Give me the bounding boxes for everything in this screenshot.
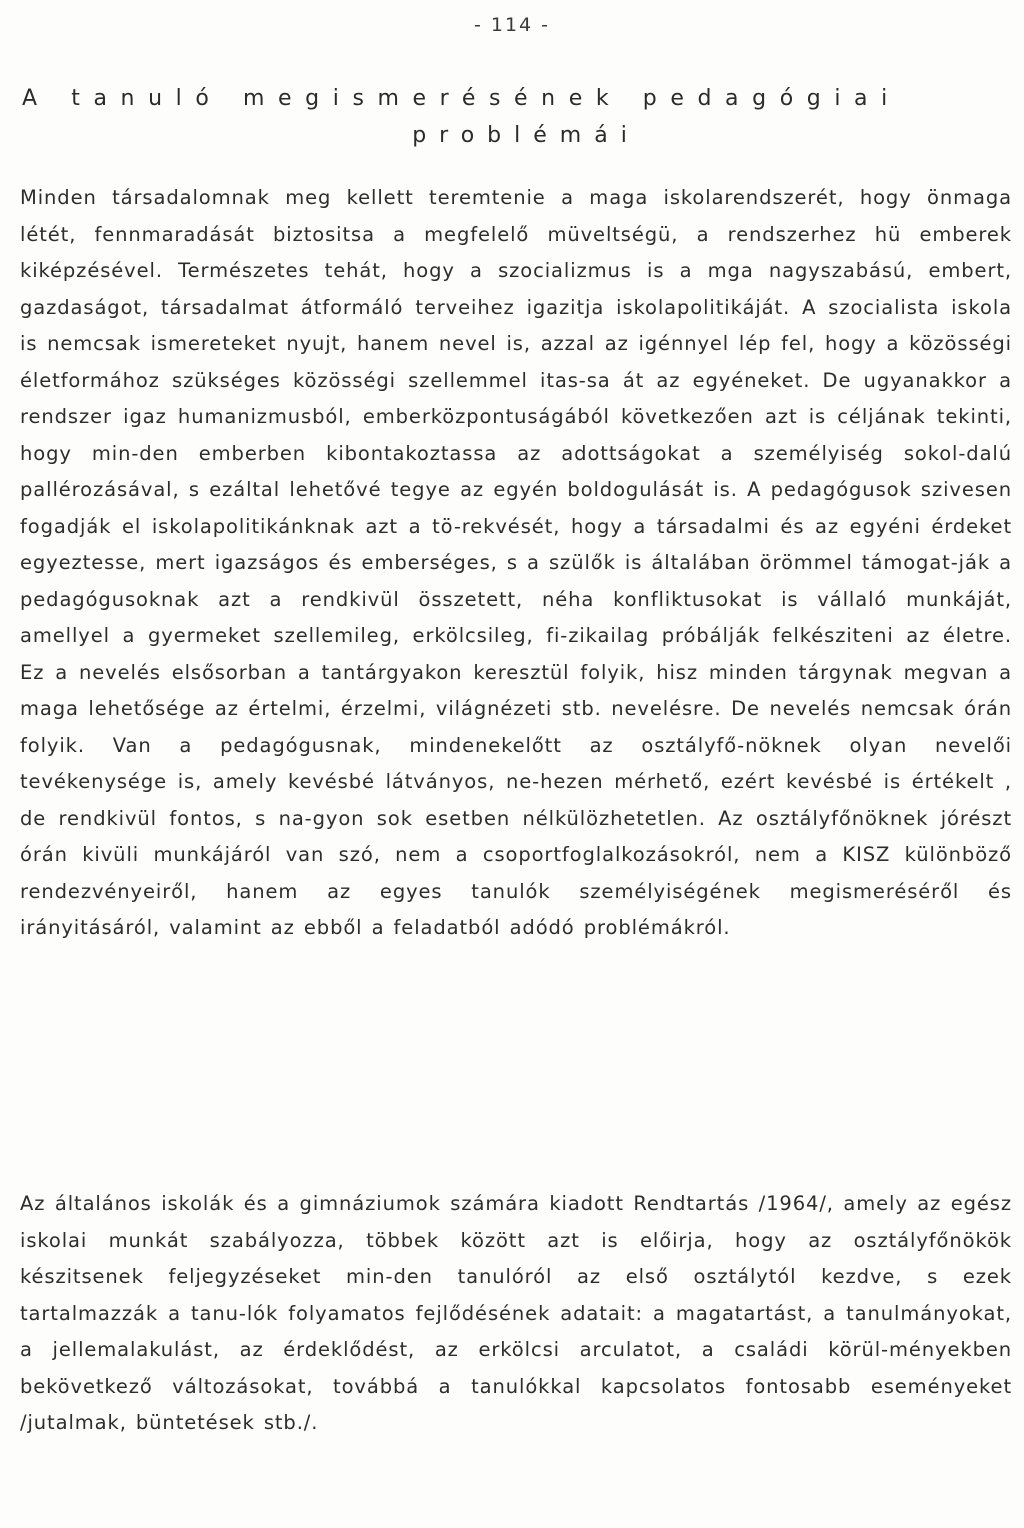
chapter-title-line-2: problémái: [412, 123, 640, 148]
body-paragraph-1: Minden társadalomnak meg kellett teremtenie a maga iskolarendszerét, hogy önmaga létét, fennmaradását biztositsa a megfelelő müveltségü, a rendszerhez hü emberek kiképzésével. Természetes tehát, hogy a szocializmus is a mga nagyszabású, embert, gazdaságot, társadalmat átformáló terveihez igazitja iskolapolitikáját. A szocialista iskola is nemcsak ismereteket nyujt, hanem nevel is, azzal az igénnyel lép fel, hogy a közösségi életformához szükséges közösségi szellemmel itas-sa át az egyéneket. De ugyanakkor a rendszer igaz humanizmusból, emberközpontuságából következően azt is céljának tekinti, hogy min-den emberben kibontakoztassa az adottságokat a személyiség sokol-dalú pallérozásával, s ezáltal lehetővé tegye az egyén boldogulását is. A pedagógusok szivesen fogadják el iskolapolitikánknak azt a tö-rekvését, hogy a társadalmi és az egyéni érdeket egyeztesse, mert igazságos és emberséges, s a szülők is általában örömmel támogat-ják a pedagógusoknak azt a rendkivül összetett, néha konfliktusokat is vállaló munkáját, amellyel a gyermeket szellemileg, erkölcsileg, fi-zikailag próbálják felkésziteni az életre. Ez a nevelés elsősorban a tantárgyakon keresztül folyik, hisz minden tárgynak megvan a maga lehetősége az értelmi, érzelmi, világnézeti stb. nevelésre. De nevelés nemcsak órán folyik. Van a pedagógusnak, mindenekelőtt az osztályfő-nöknek olyan nevelői tevékenysége is, amely kevésbé látványos, ne-hezen mérhető, ezért kevésbé is értékelt , de rendkivül fontos, s na-gyon sok esetben nélkülözhetetlen. Az osztályfőnöknek jórészt órán kivüli munkájáról van szó, nem a csoportfoglalkozásokról, nem a KISZ különböző rendezvényeiről, hanem az egyes tanulók személyiségének megismeréséről és irányitásáról, valamint az ebből a feladatból adódó problémákról.: [20, 186, 1012, 939]
page-number: - 114 -: [473, 14, 551, 36]
body-paragraph-2: Az általános iskolák és a gimnáziumok számára kiadott Rendtartás /1964/, amely az egész iskolai munkát szabályozza, többek között azt is előirja, hogy az osztályfőnökök készitsenek feljegyzéseket min-den tanulóról az első osztálytól kezdve, s ezek tartalmazzák a tanu-lók folyamatos fejlődésének adatait: a magatartást, a tanulmányokat, a jellemalakulást, az érdeklődést, az erkölcsi arculatot, a családi körül-ményekben bekövetkező változásokat, továbbá a tanulókkal kapcsolatos fontosabb eseményeket /jutalmak, büntetések stb./.: [20, 1192, 1012, 1434]
chapter-title-line-1: A tanuló megismerésének pedagógiai: [22, 86, 901, 111]
